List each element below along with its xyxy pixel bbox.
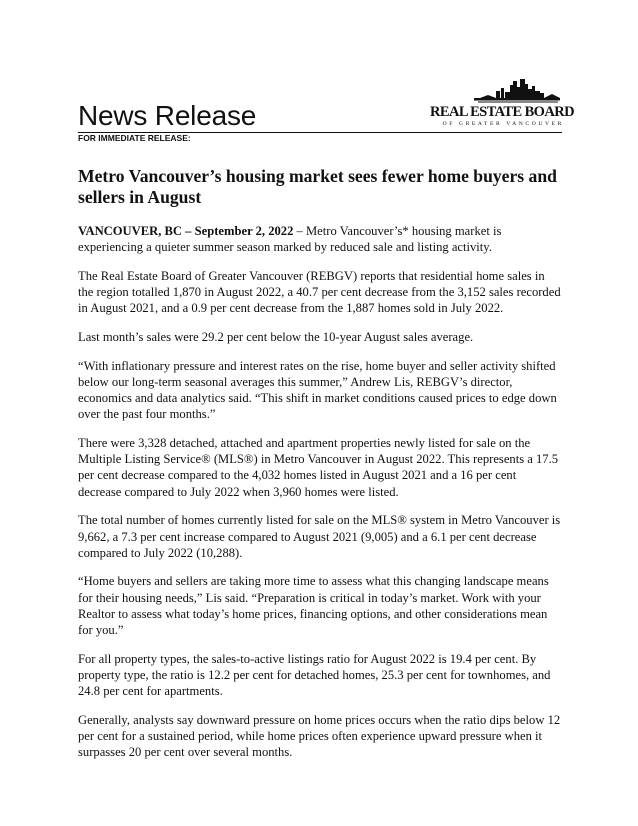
paragraph-sales-average: Last month’s sales were 29.2 per cent below the 10-year August sales average. xyxy=(78,330,474,345)
city-skyline-icon xyxy=(466,76,564,104)
paragraph-quote-lis: “With inflationary pressure and interest rates on the rise, home buyer and seller activity shifted below our long-term seasonal averages this summer,” Andrew Lis, REBGV’s director, economics and data analytics said. “This shift in market conditions caused prices to edge down over the past four months.” xyxy=(78,358,557,422)
lead-paragraph xyxy=(78,223,562,255)
paragraph-total-listings: The total number of homes currently listed for sale on the MLS® system in Metro Vancouver is 9,662, a 7.3 per cent increase compared to August 2021 (9,005) and a 6.1 per cent decrease compared to July 2022 (10,288). xyxy=(78,513,561,560)
page-title: News Release xyxy=(78,100,257,131)
release-label: FOR IMMEDIATE RELEASE: xyxy=(78,133,191,143)
article-body xyxy=(78,166,562,773)
article-headline: Metro Vancouver’s housing market sees fewer home buyers and sellers in August xyxy=(78,166,557,207)
paragraph-sales: The Real Estate Board of Greater Vancouver (REBGV) reports that residential home sales in the region totalled 1,870 in August 2022, a 40.7 per cent decrease from the 3,152 sales recorded in August 2021, and a 0.9 per cent decrease from the 1,887 homes sold in July 2022. xyxy=(78,268,561,316)
paragraph-quote-preparation: “Home buyers and sellers are taking more time to assess what this changing landscape means for their housing needs,” Lis said. “Preparation is critical in today’s market. Work with your Realtor to assess what today’s home prices, financing options, and other considerations mean for you.” xyxy=(78,574,549,638)
paragraph-ratio: For all property types, the sales-to-active listings ratio for August 2022 is 19.4 per cent. By property type, the ratio is 12.2 per cent for detached homes, 25.3 per cent for townhomes, and 24.8 per cent for apartments. xyxy=(78,651,551,699)
rebgv-logo xyxy=(430,76,574,132)
dateline: VANCOUVER, BC – September 2, 2022 xyxy=(78,224,294,238)
paragraph-new-listings: There were 3,328 detached, attached and apartment properties newly listed for sale on the Multiple Listing Service® (MLS®) in Metro Vancouver in August 2022. This represents a 17.5 per cent decrease compared to the 4,032 homes listed in August 2021 and a 16 per cent decrease compared to July 2022 when 3,960 homes were listed. xyxy=(78,436,559,499)
release-header xyxy=(78,76,574,143)
logo-wordmark: REAL ESTATE BOARD xyxy=(430,104,574,120)
logo-tagline: OF GREATER VANCOUVER xyxy=(442,121,564,127)
lead-text: – Metro Vancouver’s* housing market is experiencing a quieter summer season marked by reduced sale and listing activity. xyxy=(78,224,502,255)
paragraph-analysts: Generally, analysts say downward pressure on home prices occurs when the ratio dips below 12 per cent for a sustained period, while home prices often experience upward pressure when it surpasses 20 per cent over several months. xyxy=(78,712,561,760)
